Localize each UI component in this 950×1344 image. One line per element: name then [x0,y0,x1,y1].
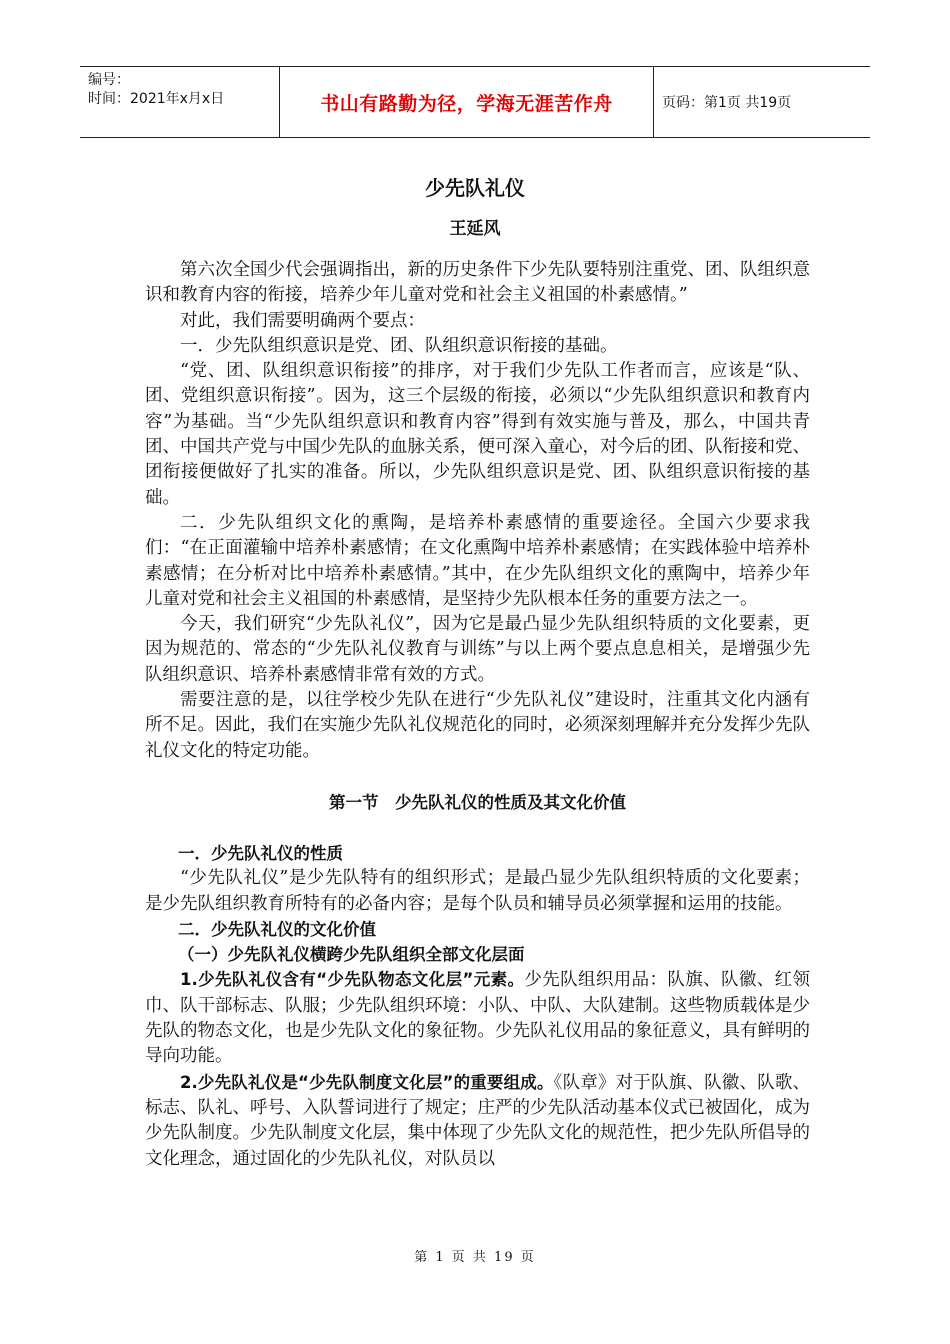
subsection-heading: 二．少先队礼仪的文化价值 [178,919,376,939]
document-author: 王延风 [449,219,501,239]
document-number-label: 编号： [88,72,130,88]
paragraph [145,1070,810,1172]
paragraph: 二．少先队组织文化的熏陶，是培养朴素感情的重要途径。全国六少要求我们：“在正面灌输中培养朴素感情；在文化熏陶中培养朴素感情；在实践体验中培养朴素感情；在分析对比中培养朴素感情。”其中，在少先队组织文化的熏陶中，培养少年儿童对党和社会主义祖国的朴素感情，是坚持少先队根本任务的重要方法之一。 [145,512,810,609]
paragraph: 需要注意的是，以往学校少先队在进行“少先队礼仪”建设时，注重其文化内涵有所不足。因此，我们在实施少先队礼仪规范化的同时，必须深刻理解并充分发挥少先队礼仪文化的特定功能。 [145,690,810,761]
page-footer: 第 1 页 共 19 页 [414,1250,536,1265]
paragraph: 第六次全国少代会强调指出，新的历史条件下少先队要特别注重党、团、队组织意识和教育内容的衔接，培养少年儿童对党和社会主义祖国的朴素感情。” [145,260,810,306]
point-text: 《队章》对于队旗、队徽、队歌、标志、队礼、呼号、入队誓词进行了规定；庄严的少先队活动基本仪式已被固化，成为少先队制度。少先队制度文化层，集中体现了少先队文化的规范性，把少先队所倡导的文化理念，通过固化的少先队礼仪，对队员以 [145,1072,810,1169]
paragraph: 今天，我们研究“少先队礼仪”，因为它是最凸显少先队组织特质的文化要素，更因为规范的、常态的“少先队礼仪教育与训练”与以上两个要点息息相关，是增强少先队组织意识、培养朴素感情非常有效的方式。 [145,614,810,685]
paragraph: 对此，我们需要明确两个要点： [180,310,425,331]
page-header [80,66,870,138]
point-lead: 2.少先队礼仪是“少先队制度文化层”的重要组成。 [180,1072,554,1092]
header-motto: 书山有路勤为径，学海无涯苦作舟 [280,67,654,137]
subsection-heading: （一）少先队礼仪横跨少先队组织全部文化层面 [178,945,525,965]
header-meta [80,67,280,137]
document-title: 少先队礼仪 [425,176,525,200]
paragraph: “党、团、队组织意识衔接”的排序，对于我们少先队工作者而言，应该是“队、团、党组织意识衔接”。因为，这三个层级的衔接，必须以“少先队组织意识和教育内容”为基础。当“少先队组织意识和教育内容”得到有效实施与普及，那么，中国共青团、中国共产党与中国少先队的血脉关系，便可深入童心，对今后的团、队衔接和党、团衔接便做好了扎实的准备。所以，少先队组织意识是党、团、队组织意识衔接的基础。 [145,361,810,508]
point-lead: 1.少先队礼仪含有“少先队物态文化层”元素。 [180,970,525,990]
document-date-label: 时间：2021年x月x日 [88,91,225,107]
subsection-heading: 一．少先队礼仪的性质 [178,843,343,863]
header-page-info: 页码：第1页 共19页 [662,95,792,111]
paragraph: “少先队礼仪”是少先队特有的组织形式；是最凸显少先队组织特质的文化要素；是少先队组织教育所特有的必备内容；是每个队员和辅导员必须掌握和运用的技能。 [145,868,810,914]
paragraph: 一．少先队组织意识是党、团、队组织意识衔接的基础。 [180,335,618,356]
section-heading: 第一节 少先队礼仪的性质及其文化价值 [329,792,626,812]
paragraph [145,967,810,1069]
point-text: 少先队组织用品：队旗、队徽、红领巾、队干部标志、队服；少先队组织环境：小队、中队、大队建制。这些物质载体是少先队的物态文化，也是少先队文化的象征物。少先队礼仪用品的象征意义，具有鲜明的导向功能。 [145,970,811,1067]
document-body [145,258,810,1172]
